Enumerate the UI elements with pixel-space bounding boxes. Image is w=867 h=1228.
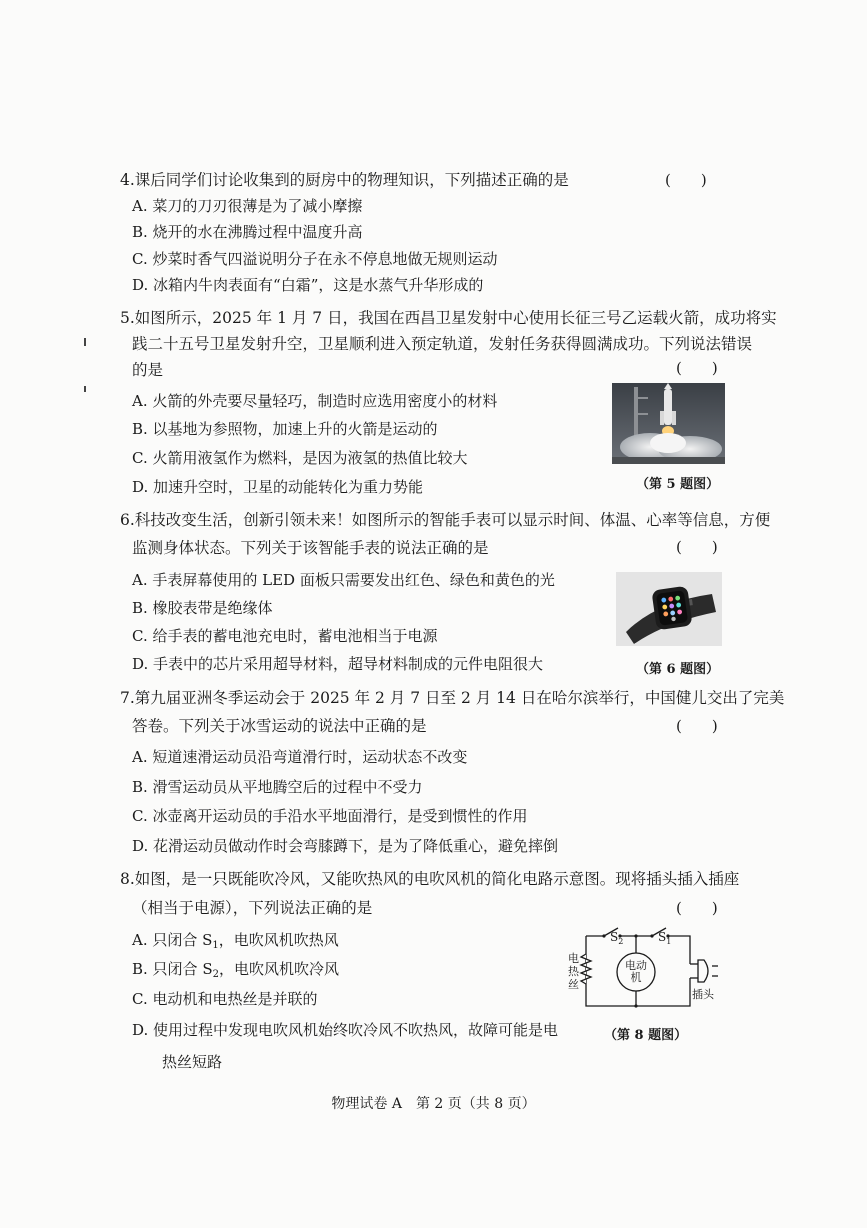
q8-option-d-cont: 热丝短路 xyxy=(132,1053,223,1071)
rocket-launch-image xyxy=(612,383,725,464)
scan-mark xyxy=(84,386,86,392)
question-5-stem-line2: 践二十五号卫星发射升空，卫星顺利进入预定轨道，发射任务获得圆满成功。下列说法错误 xyxy=(132,335,753,353)
question-5-stem-line1: 5.如图所示，2025 年 1 月 7 日，我国在西昌卫星发射中心使用长征三号乙运载火箭，成功将实 xyxy=(120,309,777,327)
q5-option-c: C. 火箭用液氢作为燃料，是因为液氢的热值比较大 xyxy=(132,449,468,467)
scan-mark xyxy=(84,338,86,346)
answer-bracket-8[interactable]: ( ) xyxy=(676,899,718,917)
q6-option-c: C. 给手表的蓄电池充电时，蓄电池相当于电源 xyxy=(132,627,438,645)
smartwatch-image xyxy=(616,572,722,646)
question-8-stem-line2: （相当于电源），下列说法正确的是 xyxy=(132,899,373,917)
q6-option-d: D. 手表中的芯片采用超导材料，超导材料制成的元件电阻很大 xyxy=(132,655,544,673)
q6-option-a: A. 手表屏幕使用的 LED 面板只需要发出红色、绿色和黄色的光 xyxy=(132,571,555,589)
figure-6-caption: （第 6 题图） xyxy=(636,662,720,677)
circuit-diagram xyxy=(566,926,726,1018)
q7-option-a: A. 短道速滑运动员沿弯道滑行时，运动状态不改变 xyxy=(132,748,468,766)
answer-bracket-5[interactable]: ( ) xyxy=(676,359,718,377)
answer-bracket-6[interactable]: ( ) xyxy=(676,538,718,556)
page-footer: 物理试卷 A 第 2 页（共 8 页） xyxy=(331,1096,536,1112)
question-8-stem-line1: 8.如图，是一只既能吹冷风，又能吹热风的电吹风机的简化电路示意图。现将插头插入插座 xyxy=(120,870,740,888)
q8-option-b: B. 只闭合 $S_2$，电吹风机吹冷风 xyxy=(132,960,339,980)
answer-bracket-7[interactable]: ( ) xyxy=(676,717,718,735)
q4-option-d: D. 冰箱内牛肉表面有“白霜”，这是水蒸气升华形成的 xyxy=(132,276,484,294)
motor-label: 电动 机 xyxy=(625,959,647,984)
q5-option-b: B. 以基地为参照物，加速上升的火箭是运动的 xyxy=(132,420,438,438)
q6-option-b: B. 橡胶表带是绝缘体 xyxy=(132,599,273,617)
q4-option-b: B. 烧开的水在沸腾过程中温度升高 xyxy=(132,223,363,241)
q7-option-b: B. 滑雪运动员从平地腾空后的过程中不受力 xyxy=(132,778,423,796)
question-5-stem-line3: 的是 xyxy=(132,361,164,379)
question-7-stem-line2: 答卷。下列关于冰雪运动的说法中正确的是 xyxy=(132,717,427,735)
question-6-stem-line1: 6.科技改变生活，创新引领未来！如图所示的智能手表可以显示时间、体温、心率等信息，方便 xyxy=(120,511,771,529)
q7-option-d: D. 花滑运动员做动作时会弯膝蹲下，是为了降低重心，避免摔倒 xyxy=(132,837,559,855)
q4-option-c: C. 炒菜时香气四溢说明分子在永不停息地做无规则运动 xyxy=(132,250,498,268)
figure-8-caption: （第 8 题图） xyxy=(604,1028,688,1043)
switch-s2-label: $S_2$ xyxy=(610,930,624,946)
figure-5-caption: （第 5 题图） xyxy=(636,477,720,492)
q7-option-c: C. 冰壶离开运动员的手沿水平地面滑行，是受到惯性的作用 xyxy=(132,807,528,825)
heater-label: 电 热 丝 xyxy=(568,952,579,991)
q4-option-a: A. 菜刀的刀刃很薄是为了减小摩擦 xyxy=(132,197,363,215)
answer-bracket-4[interactable]: ( ) xyxy=(665,171,707,189)
question-7-stem-line1: 7.第九届亚洲冬季运动会于 2025 年 2 月 7 日至 2 月 14 日在哈尔滨举行，中国健儿交出了完美 xyxy=(120,689,785,707)
q5-option-a: A. 火箭的外壳要尽量轻巧，制造时应选用密度小的材料 xyxy=(132,392,498,410)
plug-label: 插头 xyxy=(692,988,714,1001)
q5-option-d: D. 加速升空时，卫星的动能转化为重力势能 xyxy=(132,478,424,496)
switch-s1-label: $S_1$ xyxy=(658,930,672,946)
question-6-stem-line2: 监测身体状态。下列关于该智能手表的说法正确的是 xyxy=(132,539,489,557)
q8-option-a: A. 只闭合 $S_1$，电吹风机吹热风 xyxy=(132,931,339,951)
question-4-stem: 4.课后同学们讨论收集到的厨房中的物理知识，下列描述正确的是 xyxy=(120,171,569,189)
q8-option-d: D. 使用过程中发现电吹风机始终吹冷风不吹热风，故障可能是电 xyxy=(132,1021,559,1039)
q8-option-c: C. 电动机和电热丝是并联的 xyxy=(132,990,318,1008)
